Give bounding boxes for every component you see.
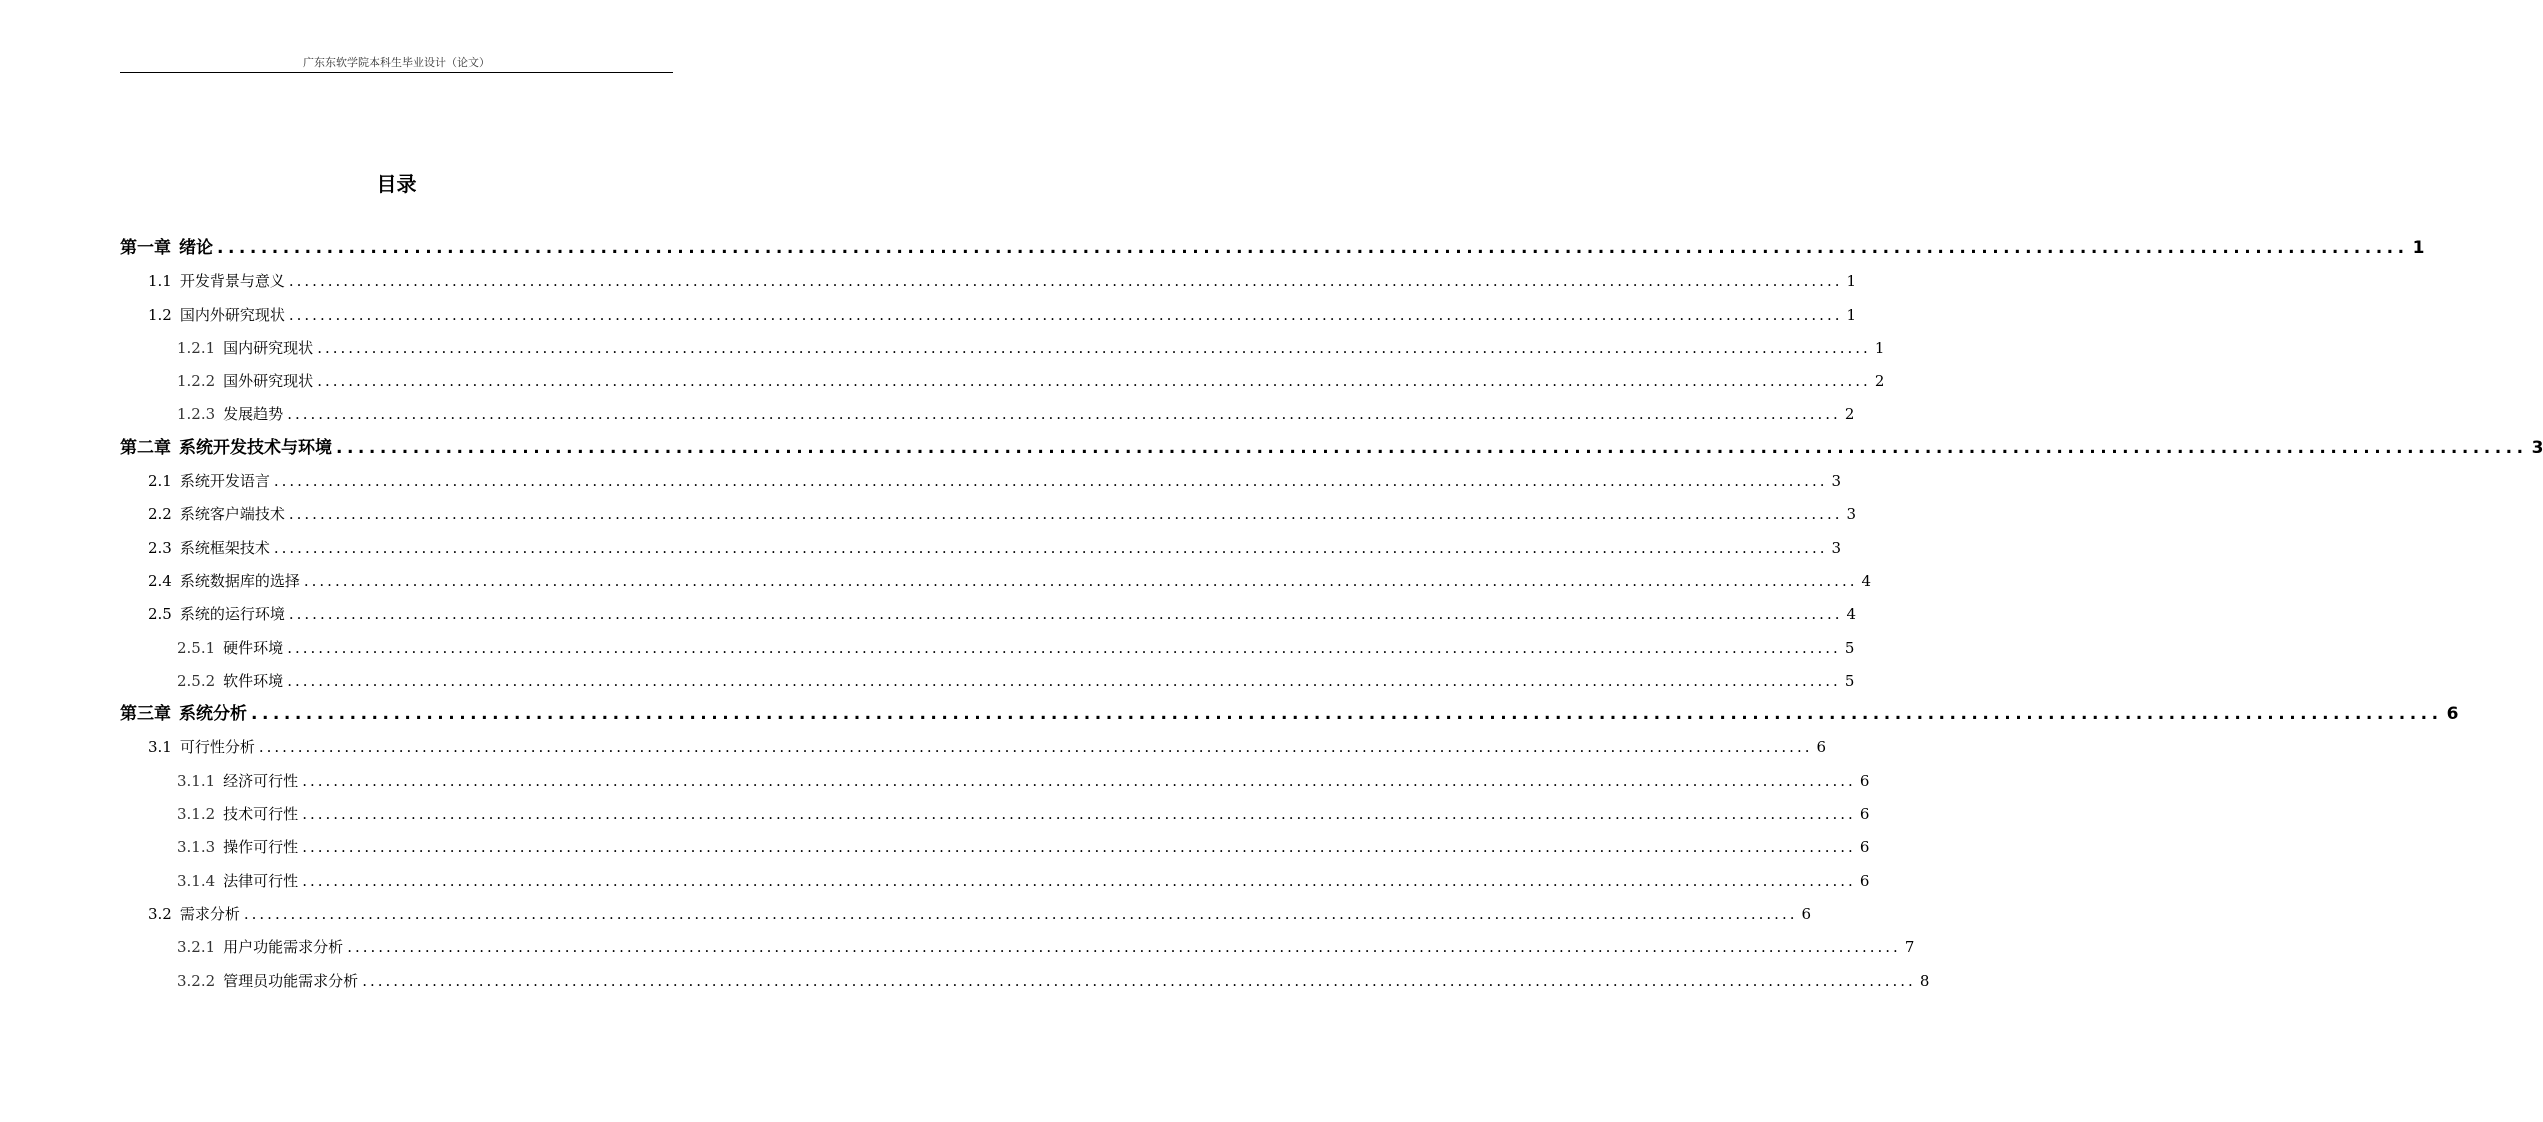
toc-entry-3-1[interactable] (120, 731, 1827, 764)
toc-entry-lead (120, 432, 332, 465)
toc-entry-number: 3.1 (148, 738, 172, 757)
toc-leader-dots: ........................................................................................................................................................................................................ (302, 771, 1856, 790)
toc-entry-title: 管理员功能需求分析 (223, 971, 359, 990)
toc-leader-dots: ........................................................................................................................................................................................................ (336, 437, 2528, 458)
toc-entry-2-5[interactable] (120, 598, 1857, 631)
toc-entry-page: 7 (1904, 938, 1915, 957)
toc-entry-title: 需求分析 (179, 904, 240, 923)
toc-entry-number: 第三章 (120, 704, 171, 725)
toc-entry-lead (120, 232, 213, 265)
toc-entry-number: 3.1.2 (177, 805, 216, 824)
toc-entry-title: 用户功能需求分析 (223, 938, 344, 957)
toc-entry-第二章[interactable] (120, 432, 2543, 465)
toc-entry-number: 2.5.2 (177, 671, 216, 690)
toc-leader-dots: ........................................................................................................................................................................................................ (251, 704, 2443, 725)
toc-entry-lead (148, 299, 285, 332)
toc-entry-title: 法律可行性 (223, 871, 299, 890)
toc-entry-2-1[interactable] (120, 465, 1842, 498)
toc-entry-page: 1 (1846, 305, 1857, 324)
toc-entry-page: 3 (1846, 505, 1857, 524)
toc-entry-page: 6 (1816, 738, 1827, 757)
toc-leader-dots: ........................................................................................................................................................................................................ (288, 272, 1843, 291)
toc-leader-dots: ........................................................................................................................................................................................................ (317, 372, 1871, 391)
toc-entry-title: 系统数据库的选择 (179, 571, 300, 590)
toc-entry-number: 3.1.4 (177, 871, 216, 890)
toc-entry-1-2[interactable] (120, 299, 1857, 332)
toc-leader-dots: ........................................................................................................................................................................................................ (273, 538, 1828, 557)
table-of-contents (120, 232, 2543, 998)
toc-leader-dots: ........................................................................................................................................................................................................ (303, 571, 1858, 590)
toc-entry-1-1[interactable] (120, 265, 1857, 298)
toc-entry-number: 2.4 (148, 571, 172, 590)
toc-entry-lead (148, 532, 270, 565)
toc-entry-2-5-1[interactable] (120, 632, 1855, 665)
toc-leader-dots: ........................................................................................................................................................................................................ (273, 472, 1828, 491)
toc-leader-dots: ........................................................................................................................................................................................................ (288, 305, 1843, 324)
toc-entry-page: 6 (1859, 771, 1870, 790)
toc-entry-title: 绪论 (179, 238, 213, 258)
toc-entry-title: 操作可行性 (223, 838, 299, 857)
toc-leader-dots: ........................................................................................................................................................................................................ (302, 838, 1856, 857)
toc-entry-number: 第一章 (120, 238, 171, 258)
toc-entry-title: 国内研究现状 (223, 338, 314, 357)
toc-entry-page: 6 (1859, 805, 1870, 824)
toc-entry-2-3[interactable] (120, 532, 1842, 565)
toc-entry-3-2-2[interactable] (120, 965, 1930, 998)
toc-entry-page: 3 (2531, 437, 2543, 458)
toc-entry-title: 软件环境 (223, 671, 284, 690)
toc-entry-number: 1.2.2 (177, 372, 216, 391)
toc-entry-1-2-1[interactable] (120, 332, 1885, 365)
toc-entry-lead (148, 598, 285, 631)
toc-entry-page: 4 (1861, 571, 1872, 590)
toc-entry-lead (148, 898, 240, 931)
toc-entry-第三章[interactable] (120, 698, 2459, 731)
toc-entry-title: 系统框架技术 (179, 538, 270, 557)
toc-entry-title: 系统的运行环境 (179, 605, 285, 624)
toc-entry-number: 2.5.1 (177, 638, 216, 657)
toc-entry-3-1-3[interactable] (120, 831, 1870, 864)
toc-entry-page: 6 (1859, 871, 1870, 890)
toc-entry-number: 2.3 (148, 538, 172, 557)
toc-entry-lead (177, 365, 313, 398)
toc-entry-lead (177, 332, 313, 365)
toc-leader-dots: ........................................................................................................................................................................................................ (287, 405, 1841, 424)
toc-entry-number: 3.2.1 (177, 938, 216, 957)
toc-entry-title: 系统开发技术与环境 (179, 437, 332, 458)
toc-entry-3-1-2[interactable] (120, 798, 1870, 831)
toc-entry-lead (177, 965, 358, 998)
toc-entry-page: 5 (1844, 638, 1855, 657)
toc-entry-1-2-2[interactable] (120, 365, 1885, 398)
toc-entry-2-4[interactable] (120, 565, 1872, 598)
toc-entry-lead (177, 865, 298, 898)
page-title: 目录 (376, 172, 417, 196)
toc-entry-title: 硬件环境 (223, 638, 284, 657)
toc-entry-title: 系统分析 (179, 704, 247, 725)
toc-entry-2-5-2[interactable] (120, 665, 1855, 698)
toc-entry-lead (148, 465, 270, 498)
toc-entry-page: 1 (2412, 238, 2425, 258)
toc-entry-page: 8 (1919, 971, 1930, 990)
toc-leader-dots: ........................................................................................................................................................................................................ (217, 238, 2409, 258)
toc-entry-2-2[interactable] (120, 498, 1857, 531)
toc-entry-page: 6 (1801, 904, 1812, 923)
toc-entry-lead (120, 698, 247, 731)
toc-entry-number: 2.1 (148, 472, 172, 491)
toc-entry-title: 国内外研究现状 (179, 305, 285, 324)
toc-leader-dots: ........................................................................................................................................................................................................ (258, 738, 1813, 757)
page-header: 广东东软学院本科生毕业设计（论文） (303, 56, 490, 69)
toc-entry-number: 3.1.3 (177, 838, 216, 857)
toc-entry-lead (177, 931, 343, 964)
toc-entry-number: 3.2 (148, 904, 172, 923)
toc-entry-3-2[interactable] (120, 898, 1812, 931)
toc-entry-page: 2 (1844, 405, 1855, 424)
toc-entry-page: 3 (1831, 472, 1842, 491)
toc-entry-page: 4 (1846, 605, 1857, 624)
toc-leader-dots: ........................................................................................................................................................................................................ (243, 904, 1798, 923)
toc-entry-number: 第二章 (120, 437, 171, 458)
toc-entry-lead (177, 398, 283, 431)
toc-entry-page: 6 (1859, 838, 1870, 857)
toc-entry-1-2-3[interactable] (120, 398, 1855, 431)
toc-leader-dots: ........................................................................................................................................................................................................ (362, 971, 1916, 990)
toc-entry-page: 2 (1874, 372, 1885, 391)
toc-entry-number: 2.2 (148, 505, 172, 524)
toc-entry-3-1-1[interactable] (120, 765, 1870, 798)
toc-entry-lead (177, 831, 298, 864)
toc-entry-number: 2.5 (148, 605, 172, 624)
toc-entry-lead (177, 798, 298, 831)
toc-entry-title: 系统开发语言 (179, 472, 270, 491)
toc-entry-number: 1.2.3 (177, 405, 216, 424)
toc-entry-number: 1.1 (148, 272, 172, 291)
toc-entry-lead (148, 498, 285, 531)
toc-entry-lead (177, 765, 298, 798)
toc-entry-title: 系统客户端技术 (179, 505, 285, 524)
toc-leader-dots: ........................................................................................................................................................................................................ (288, 505, 1843, 524)
toc-entry-title: 发展趋势 (223, 405, 284, 424)
toc-leader-dots: ........................................................................................................................................................................................................ (287, 638, 1841, 657)
toc-entry-lead (177, 632, 283, 665)
toc-leader-dots: ........................................................................................................................................................................................................ (302, 805, 1856, 824)
toc-entry-title: 可行性分析 (179, 738, 255, 757)
toc-entry-number: 3.1.1 (177, 771, 216, 790)
toc-entry-page: 1 (1846, 272, 1857, 291)
toc-entry-title: 技术可行性 (223, 805, 299, 824)
toc-entry-3-1-4[interactable] (120, 865, 1870, 898)
toc-entry-number: 3.2.2 (177, 971, 216, 990)
toc-entry-page: 5 (1844, 671, 1855, 690)
toc-leader-dots: ........................................................................................................................................................................................................ (302, 871, 1856, 890)
toc-entry-number: 1.2.1 (177, 338, 216, 357)
toc-entry-lead (148, 731, 255, 764)
toc-entry-title: 国外研究现状 (223, 372, 314, 391)
toc-entry-number: 1.2 (148, 305, 172, 324)
toc-leader-dots: ........................................................................................................................................................................................................ (287, 671, 1841, 690)
toc-entry-page: 3 (1831, 538, 1842, 557)
toc-entry-page: 6 (2446, 704, 2459, 725)
toc-entry-title: 经济可行性 (223, 771, 299, 790)
header-rule (120, 72, 673, 73)
toc-entry-3-2-1[interactable] (120, 931, 1915, 964)
toc-entry-page: 1 (1874, 338, 1885, 357)
toc-entry-第一章[interactable] (120, 232, 2425, 265)
toc-entry-lead (148, 565, 300, 598)
toc-entry-title: 开发背景与意义 (179, 272, 285, 291)
toc-entry-lead (148, 265, 285, 298)
toc-entry-lead (177, 665, 283, 698)
toc-leader-dots: ........................................................................................................................................................................................................ (317, 338, 1871, 357)
toc-leader-dots: ........................................................................................................................................................................................................ (347, 938, 1901, 957)
toc-leader-dots: ........................................................................................................................................................................................................ (288, 605, 1843, 624)
